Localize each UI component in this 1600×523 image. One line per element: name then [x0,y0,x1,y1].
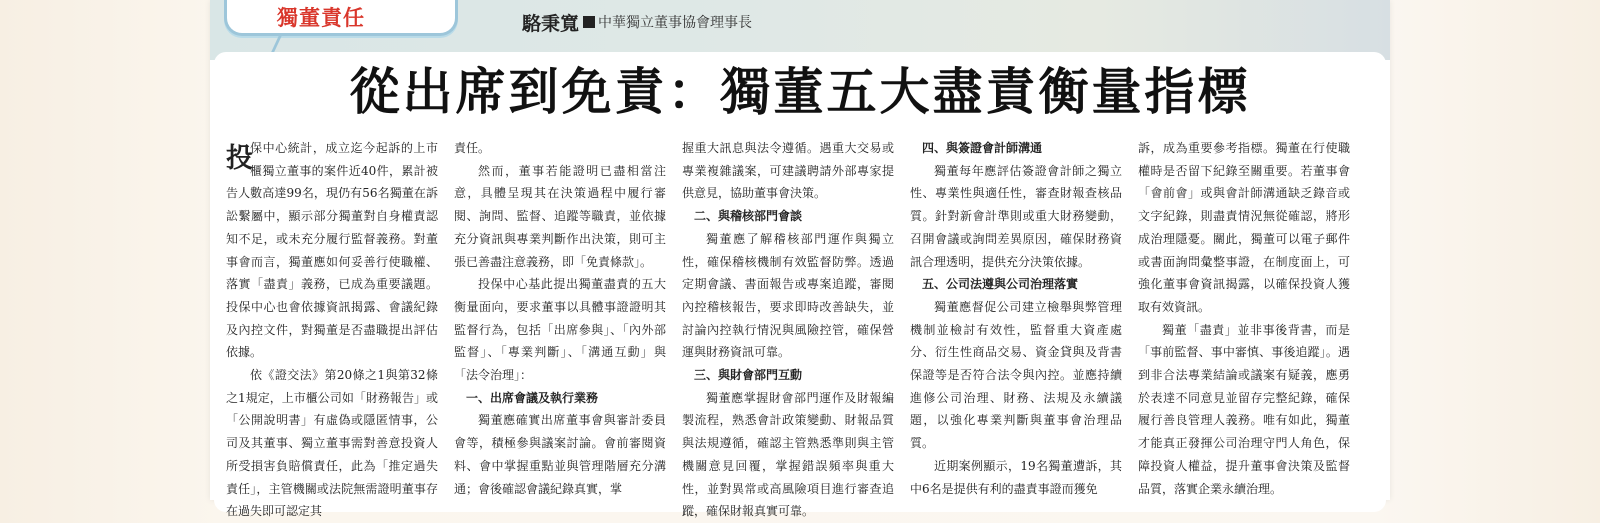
paragraph: 獨董「盡責」並非事後背書，而是「事前監督、事中審慎、事後追蹤」。遇到非合法專業結論或議案有疑義，應勇於表達不同意見並留存完整紀錄，確保履行善良管理人義務。唯有如此，獨董才能真正發揮公司治理守門人角色，保障投資人權益，提升董事會決策及監督品質，落實企業永續治理。 [1138,322,1350,496]
newspaper-page [210,0,1390,519]
paragraph: 近期案例顯示，19名獨董遭訴，其中6名是提供有利的盡責事證而獲免 [910,458,1122,496]
article-body [226,137,1376,519]
paragraph: 獨董應了解稽核部門運作與獨立性，確保稽核機制有效監督防弊。透過定期會議、書面報告或專案追蹤，審閱內控稽核報告，要求即時改善缺失，並討論內控執行情況與風險控管，確保營運與財務資訊可靠。 [682,231,894,360]
paragraph: 責任。 [454,141,491,155]
section-heading-5: 五、公司法遵與公司治理落實 [922,277,1079,292]
author-role: 中華獨立董事協會理事長 [598,15,753,31]
article-column-1 [226,137,438,519]
article-headline: 從出席到免責：獨董五大盡責衡量指標 [349,63,1251,121]
drop-cap: 投 [226,143,253,174]
section-heading-2: 二、與稽核部門會談 [694,209,803,224]
paragraph: 獨董每年應評估簽證會計師之獨立性、專業性與適任性，審查財報查核品質。針對新會計準則或重大財務變動，召開會議或詢問差異原因，確保財務資訊合理透明，提供充分決策依據。 [910,163,1122,269]
section-label: 獨董責任 [277,5,365,30]
author-name: 駱秉寬 [522,12,580,35]
paragraph: 獨董應確實出席董事會與審計委員會等，積極參與議案討論。會前審閱資料、會中掌握重點並與管理階層充分溝通；會後確認會議紀錄真實，掌 [454,413,666,496]
paragraph: 依《證交法》第20條之1與第32條之1規定，上市櫃公司如「財務報告」或「公開說明書」有虛偽或隱匿情事，公司及其董事、獨立董事需對善意投資人所受損害負賠償責任，此為「推定過失責任」，主管機關或法院無需證明董事存在過失即可認定其 [226,368,438,519]
paragraph: 握重大訊息與法令遵循。遇重大交易或專業複雜議案，可建議聘請外部專家提供意見，協助董事會決策。 [682,141,894,201]
byline-separator-square [583,16,595,28]
paragraph: 獨董應督促公司建立檢舉與弊管理機制並檢討有效性，監督重大資產處分、衍生性商品交易、資金貸與及背書保證等是否符合法令與內控。並應持續進修公司治理、財務、法規及永續議題，以強化專業判斷與董事會治理品質。 [910,299,1122,451]
paragraph: 獨董應掌握財會部門運作及財報編製流程，熟悉會計政策變動、財報品質與法規遵循，確認主管熟悉準則與主管機關意見回覆，掌握錯誤頻率與重大性，並對異常或高風險項目進行審查追蹤，確保財報真實可靠。 [682,390,894,519]
article-column-3 [682,137,894,519]
section-heading-1: 一、出席會議及執行業務 [466,390,599,405]
paragraph: 訴，成為重要參考指標。獨董在行使職權時是否留下紀錄至關重要。若董事會「會前會」或與會計師溝通缺乏錄音或文字紀錄，則盡責情況無從確認，將形成治理隱憂。關此，獨董可以電子郵件或書面詢問彙整事證，在制度面上，可強化董事會資訊揭露，以確保投資人獲取有效資訊。 [1138,141,1350,314]
section-heading-3: 三、與財會部門互動 [694,368,803,383]
paragraph: 投保中心基此提出獨董盡責的五大衡量面向，要求董事以具體事證證明其監督行為，包括「出席參與」、「內外部監督」、「專業判斷」、「溝通互動」與「法令治理」： [454,277,666,383]
byline [522,10,752,34]
article-column-5 [1138,137,1350,500]
section-heading-4: 四、與簽證會計師溝通 [922,141,1043,155]
article-column-2 [454,137,666,500]
paragraph: 然而，董事若能證明已盡相當注意，具體呈現其在決策過程中履行審閱、詢問、監督、追蹤等職責，並依據充分資訊與專業判斷作出決策，則可主張已善盡注意義務，即「免責條款」。 [454,163,666,269]
section-label-badge [224,0,458,36]
article-column-4 [910,137,1122,500]
paragraph-text: 保中心統計，成立迄今起訴的上市櫃獨立董事的案件近40件，累計被告人數高達99名，現仍有56名獨董在訴訟繫屬中，顯示部分獨董對自身權責認知不足，或未充分履行監督義務。對董事會而言，獨董應如何妥善行使職權、落實「盡責」義務，已成為重要議題。投保中心也會依據資訊揭露、會議紀錄及內控文件，對獨董是否盡職提出評估依據。 [226,141,438,360]
paragraph [226,137,438,364]
